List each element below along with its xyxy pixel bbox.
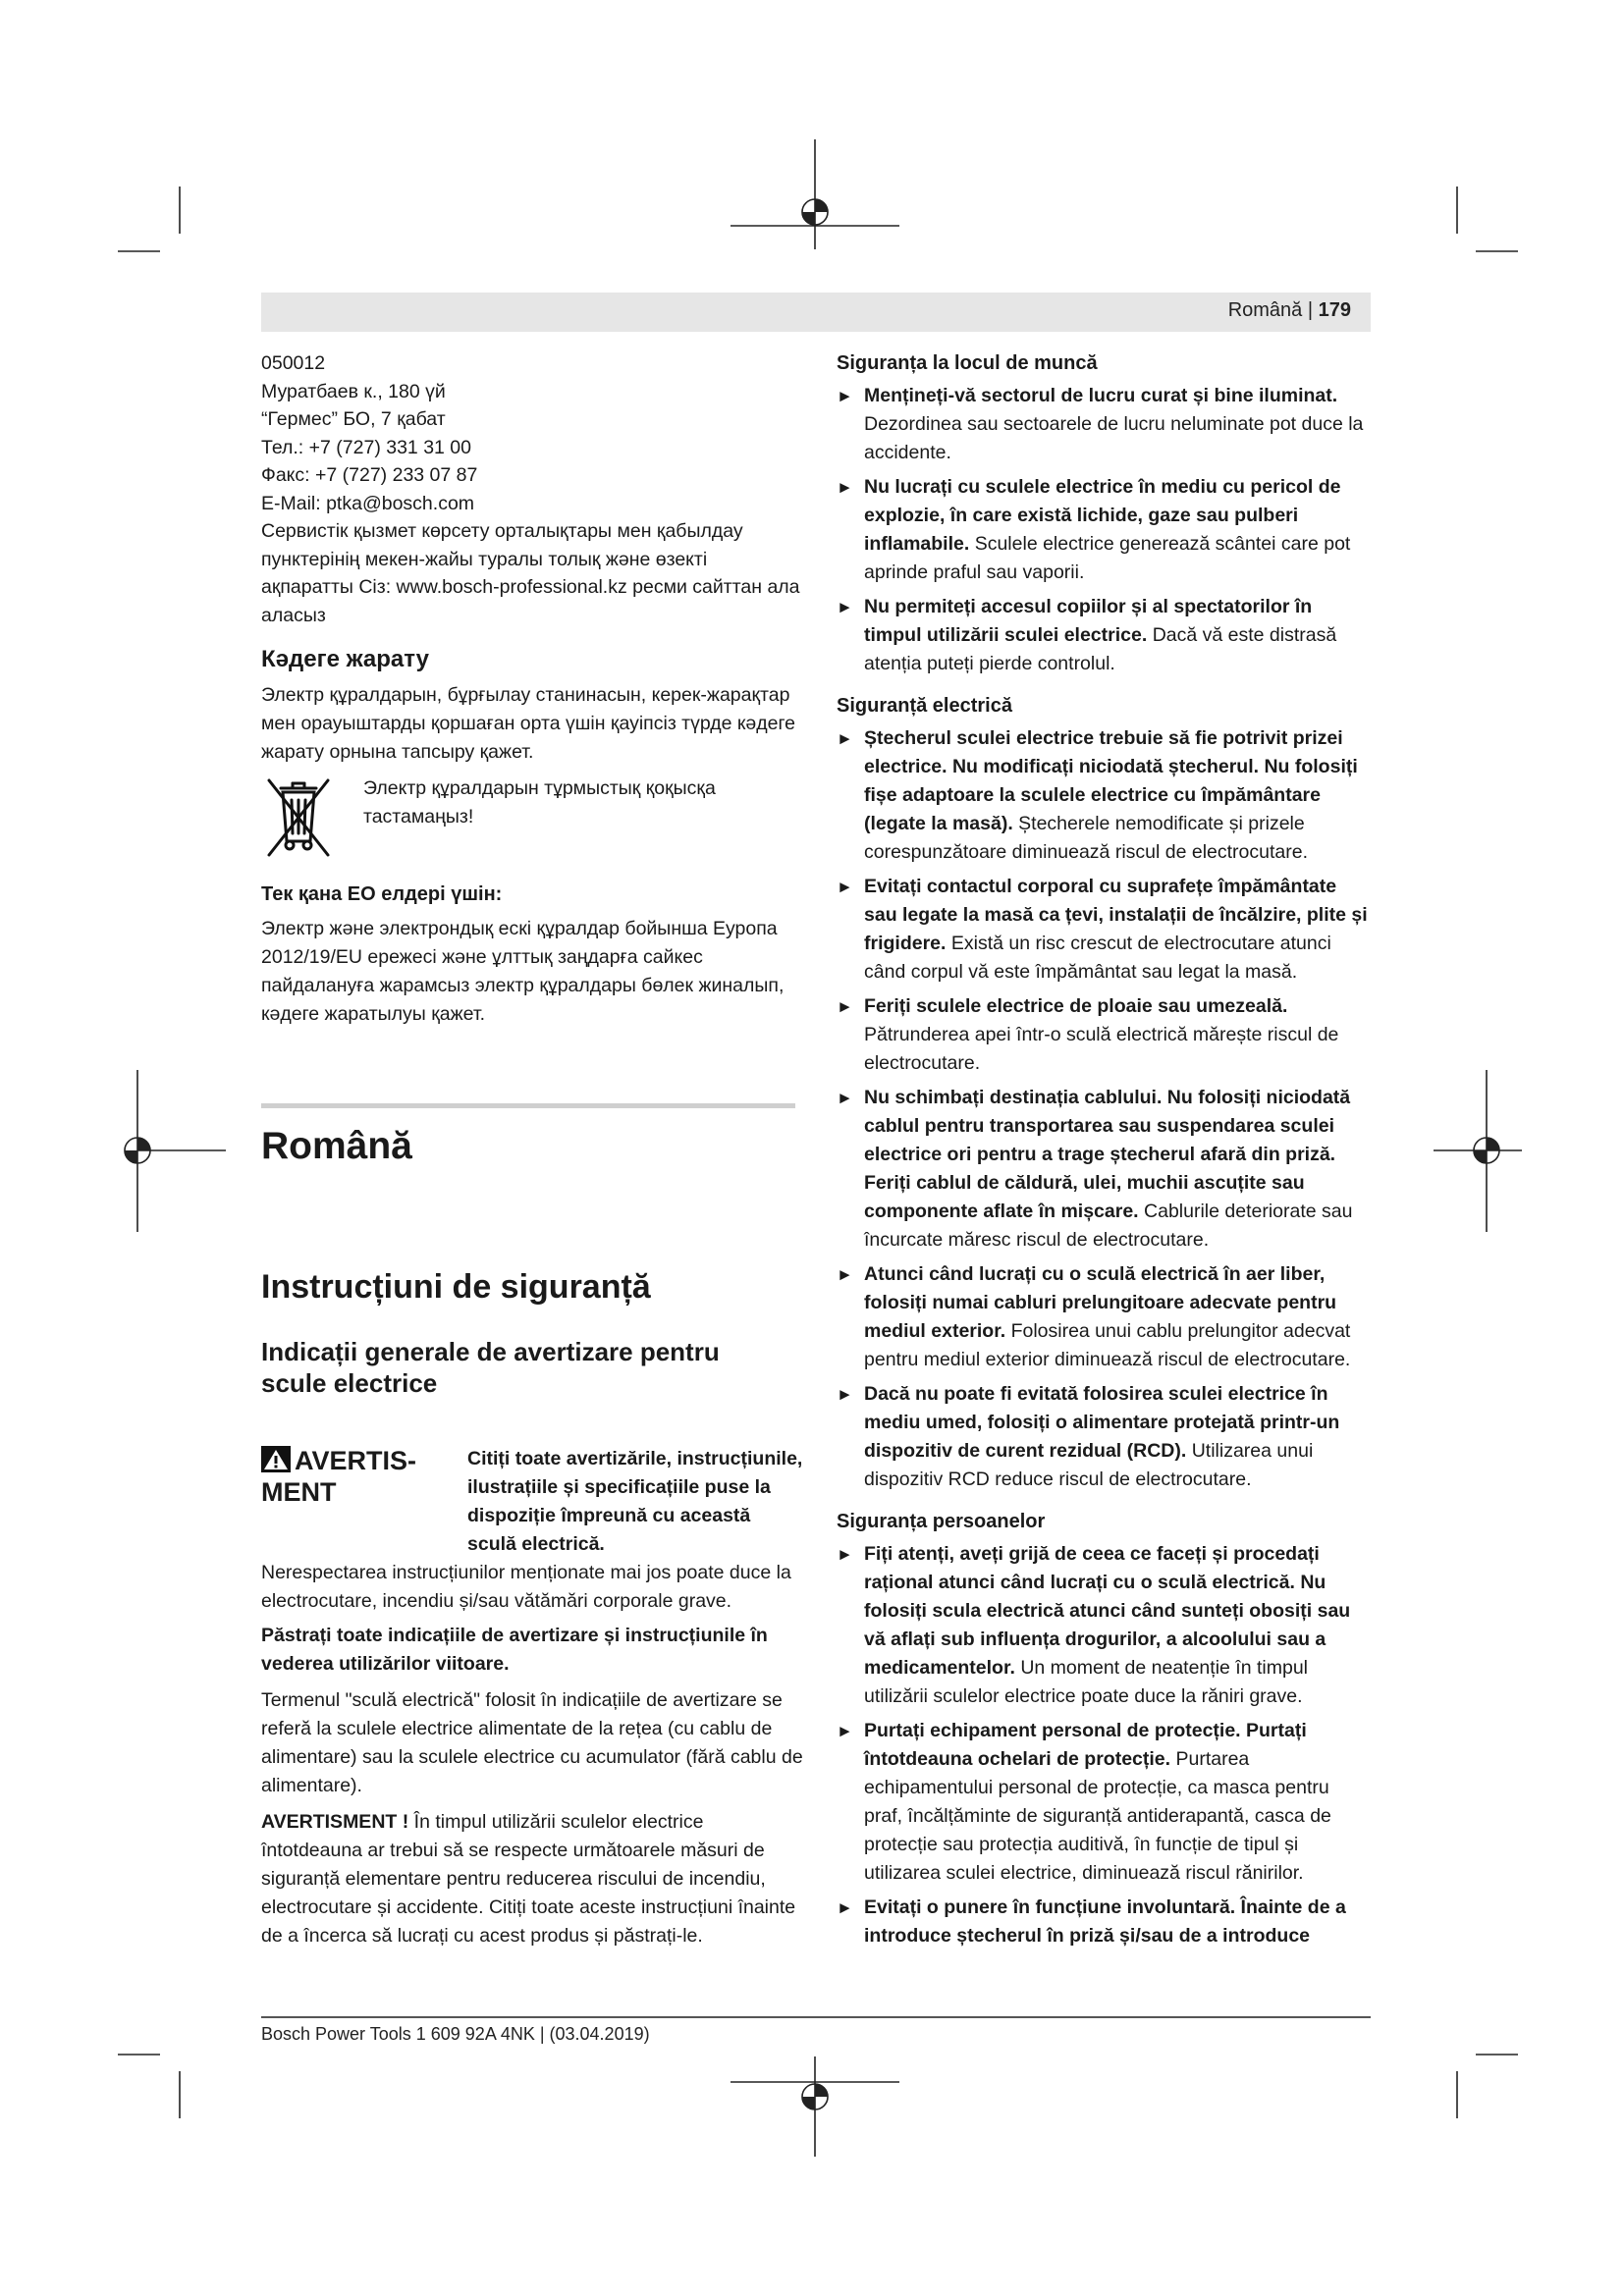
warning-block	[261, 1445, 803, 1950]
page-header	[261, 293, 1371, 332]
item-text: Pătrunderea apei într-o sculă electrică mărește riscul de electrocutare.	[864, 1024, 1339, 1074]
item-bold: Nu lucrați cu sculele electrice în mediu cu pericol de explozie, în care există lichide, gaze sau pulberi inflamabile.	[864, 476, 1341, 555]
item-text: Dacă vă este distrasă atenția puteți pierde controlul.	[864, 624, 1337, 674]
personal-heading: Siguranța persoanelor	[837, 1511, 1046, 1532]
general-heading: Indicații generale de avertizare pentru scule electrice	[261, 1337, 720, 1398]
bin-text: Электр құралдарын тұрмыстық қоқысқа тастамаңыз!	[363, 777, 716, 828]
header-language: Română	[1227, 299, 1303, 321]
item-bold: Evitați contactul corporal cu suprafețe împământate sau legate la masă ca țevi, instalații de încălzire, plite și frigidere.	[864, 876, 1368, 954]
list-item	[837, 873, 1372, 987]
item-text: Utilizarea unui dispozitiv RCD reduce riscul de electrocutare.	[864, 1440, 1314, 1490]
page-number: 179	[1318, 299, 1351, 321]
warning-intro-text: Nerespectarea instrucțiunilor menționate mai jos poate duce la electrocutare, incendiu și/sau vătămări corporale grave.	[261, 1562, 791, 1612]
warning-label	[261, 1445, 467, 1559]
address-line: Муратбаев к., 180 үй	[261, 380, 446, 402]
item-bold: Nu permiteți accesul copiilor și al spectatorilor în timpul utilizării sculei electrice.	[864, 596, 1313, 646]
warning-label-text: AVERTIS-MENT	[261, 1446, 417, 1507]
list-item	[837, 473, 1372, 587]
item-bold: Purtați echipament personal de protecție. Purtați întotdeauna ochelari de protecție.	[864, 1720, 1307, 1770]
language-title: Română	[261, 1125, 412, 1167]
right-column	[837, 349, 1372, 1956]
address-line: E-Mail: ptka@bosch.com	[261, 492, 475, 514]
warning-keep: Păstrați toate indicațiile de avertizare și instrucțiunile în vederea utilizărilor viitoare.	[261, 1625, 768, 1675]
crossed-out-bin-icon	[261, 774, 336, 859]
eu-heading: Тек қана ЕО елдері үшін:	[261, 883, 503, 905]
arrow-bullet-icon: ►	[837, 997, 853, 1016]
item-text: Un moment de neatenție în timpul utilizării sculelor electrice poate duce la răniri grave.	[864, 1657, 1308, 1707]
list-item	[837, 1717, 1372, 1888]
eu-text: Электр және электрондық ескі құралдар бойынша Еуропа 2012/19/EU ережесі және ұлттық заңдарға сайкес пайдалануға жарамсыз электр құралдары бөлек жиналып, кәдеге жаратылуы қажет.	[261, 918, 785, 1025]
arrow-bullet-icon: ►	[837, 1898, 853, 1917]
item-text: Folosirea unui cablu prelungitor adecvat pentru mediul exterior diminuează riscul de electrocutare.	[864, 1320, 1351, 1370]
item-text: Există un risc crescut de electrocutare atunci când corpul vă este împământat sau legat la masă.	[864, 933, 1331, 983]
item-bold: Atunci când lucrați cu o sculă electrică în aer liber, folosiți numai cabluri prelungitoare adecvate pentru mediul exterior.	[864, 1263, 1337, 1342]
item-bold: Mențineți-vă sectorul de lucru curat și bine iluminat.	[864, 385, 1338, 406]
item-text: Ștecherele nemodificate și prizele corespunzătoare diminuează riscul de electrocutare.	[864, 813, 1308, 863]
item-bold: Evitați o punere în funcțiune involuntară. Înainte de a introduce ștecherul în priză și/sau de a introduce	[864, 1896, 1346, 1947]
address-line: Факс: +7 (727) 233 07 87	[261, 464, 478, 486]
item-text: Cablurile deteriorate sau încurcate măresc riscul de electrocutare.	[864, 1201, 1353, 1251]
disposal-notice	[261, 774, 803, 859]
warning-triangle-icon	[261, 1446, 291, 1472]
item-text: Sculele electrice generează scântei care pot aprinde praful sau vaporii.	[864, 533, 1351, 583]
arrow-bullet-icon: ►	[837, 387, 853, 405]
arrow-bullet-icon: ►	[837, 1545, 853, 1564]
address-line: 050012	[261, 352, 326, 374]
list-item	[837, 724, 1372, 867]
item-bold: Nu schimbați destinația cablului. Nu folosiți niciodată cablul pentru transportarea sau suspendarea sculei electrice ori pentru a trage ștecherul afară din priză. Feriți cablul de căldură, ulei, muchii ascuțite sau componente aflate în mișcare.	[864, 1087, 1351, 1222]
warning-note	[261, 1808, 803, 1950]
work-area-heading: Siguranța la locul de muncă	[837, 352, 1098, 374]
list-item	[837, 992, 1372, 1078]
section-divider	[261, 1103, 795, 1108]
warning-header	[261, 1445, 803, 1559]
arrow-bullet-icon: ►	[837, 1385, 853, 1404]
arrow-bullet-icon: ►	[837, 1089, 853, 1107]
address-line: Сервистік қызмет көрсету орталықтары мен қабылдау пунктерінің мекен-жайы туралы толық және өзекті ақпаратты Сіз: www.bosch-professional.kz ресми сайттан ала аласыз	[261, 520, 800, 626]
list-item	[837, 1084, 1372, 1255]
arrow-bullet-icon: ►	[837, 598, 853, 616]
list-item	[837, 1894, 1372, 1950]
disposal-heading: Кәдеге жарату	[261, 646, 429, 672]
electrical-heading: Siguranță electrică	[837, 695, 1012, 717]
item-text: Dezordinea sau sectoarele de lucru neluminate pot duce la accidente.	[864, 413, 1364, 463]
item-bold: Feriți sculele electrice de ploaie sau umezeală.	[864, 995, 1288, 1017]
main-heading: Instrucțiuni de siguranță	[261, 1268, 651, 1306]
item-bold: Ștecherul sculei electrice trebuie să fie potrivit prizei electrice. Nu modificați niciodată ștecherul. Nu folosiți fișe adaptoare la sculele electrice cu împământare (legate la masă).	[864, 727, 1358, 834]
address-line: “Гермес” БО, 7 қабат	[261, 408, 446, 430]
warning-note-label: AVERTISMENT !	[261, 1811, 409, 1833]
item-bold: Dacă nu poate fi evitată folosirea sculei electrice în mediu umed, folosiți o alimentare protejată printr-un dispozitiv de curent rezidual (RCD).	[864, 1383, 1340, 1462]
item-text: Purtarea echipamentului personal de protecție, ca masca pentru praf, încălțăminte de siguranță antiderapantă, casca de protecție sau protecția auditivă, în funcție de tipul și utilizarea sculei electrice, diminuează riscul rănirilor.	[864, 1748, 1331, 1884]
footer-divider	[261, 2016, 1371, 2018]
arrow-bullet-icon: ►	[837, 729, 853, 748]
warning-intro-bold: Citiți toate avertizările, instrucțiunile, ilustrațiile și specificațiile puse la dispoziție împreună cu această sculă electrică.	[467, 1448, 803, 1555]
address-line: Тел.: +7 (727) 331 31 00	[261, 436, 471, 458]
arrow-bullet-icon: ►	[837, 478, 853, 497]
list-item	[837, 382, 1372, 467]
arrow-bullet-icon: ►	[837, 878, 853, 896]
page-footer: Bosch Power Tools 1 609 92A 4NK | (03.04.2019)	[261, 2024, 650, 2044]
warning-term: Termenul "sculă electrică" folosit în indicațiile de avertizare se referă la sculele electrice alimentate de la rețea (cu cablu de alimentare) sau la sculele electrice cu acumulator (fără cablu de alimentare).	[261, 1689, 803, 1796]
arrow-bullet-icon: ►	[837, 1722, 853, 1740]
list-item	[837, 593, 1372, 678]
header-label: Română | 179	[1227, 299, 1351, 321]
disposal-text: Электр құралдарын, бұрғылау станинасын, керек-жарақтар мен орауыштарды қоршаған орта үшін қауіпсіз түрде кәдеге жарату орнына тапсыру қажет.	[261, 684, 796, 763]
arrow-bullet-icon: ►	[837, 1265, 853, 1284]
list-item	[837, 1540, 1372, 1711]
service-address	[261, 349, 803, 629]
left-column	[261, 349, 803, 1029]
list-item	[837, 1260, 1372, 1374]
item-bold: Fiți atenți, aveți grijă de ceea ce faceți și procedați rațional atunci când lucrați cu o sculă electrică. Nu folosiți scula electrică atunci când sunteți obosiți sau vă aflați sub influența drogurilor, a alcoolului sau a medicamentelor.	[864, 1543, 1351, 1679]
list-item	[837, 1380, 1372, 1494]
warning-note-text: În timpul utilizării sculelor electrice întotdeauna ar trebui să se respecte următoarele măsuri de siguranță elementare pentru reducerea riscului de incendiu, electrocutare și accidente. Citiți toate aceste instrucțiuni înainte de a încerca să lucrați cu acest produs și păstrați-le.	[261, 1811, 796, 1947]
